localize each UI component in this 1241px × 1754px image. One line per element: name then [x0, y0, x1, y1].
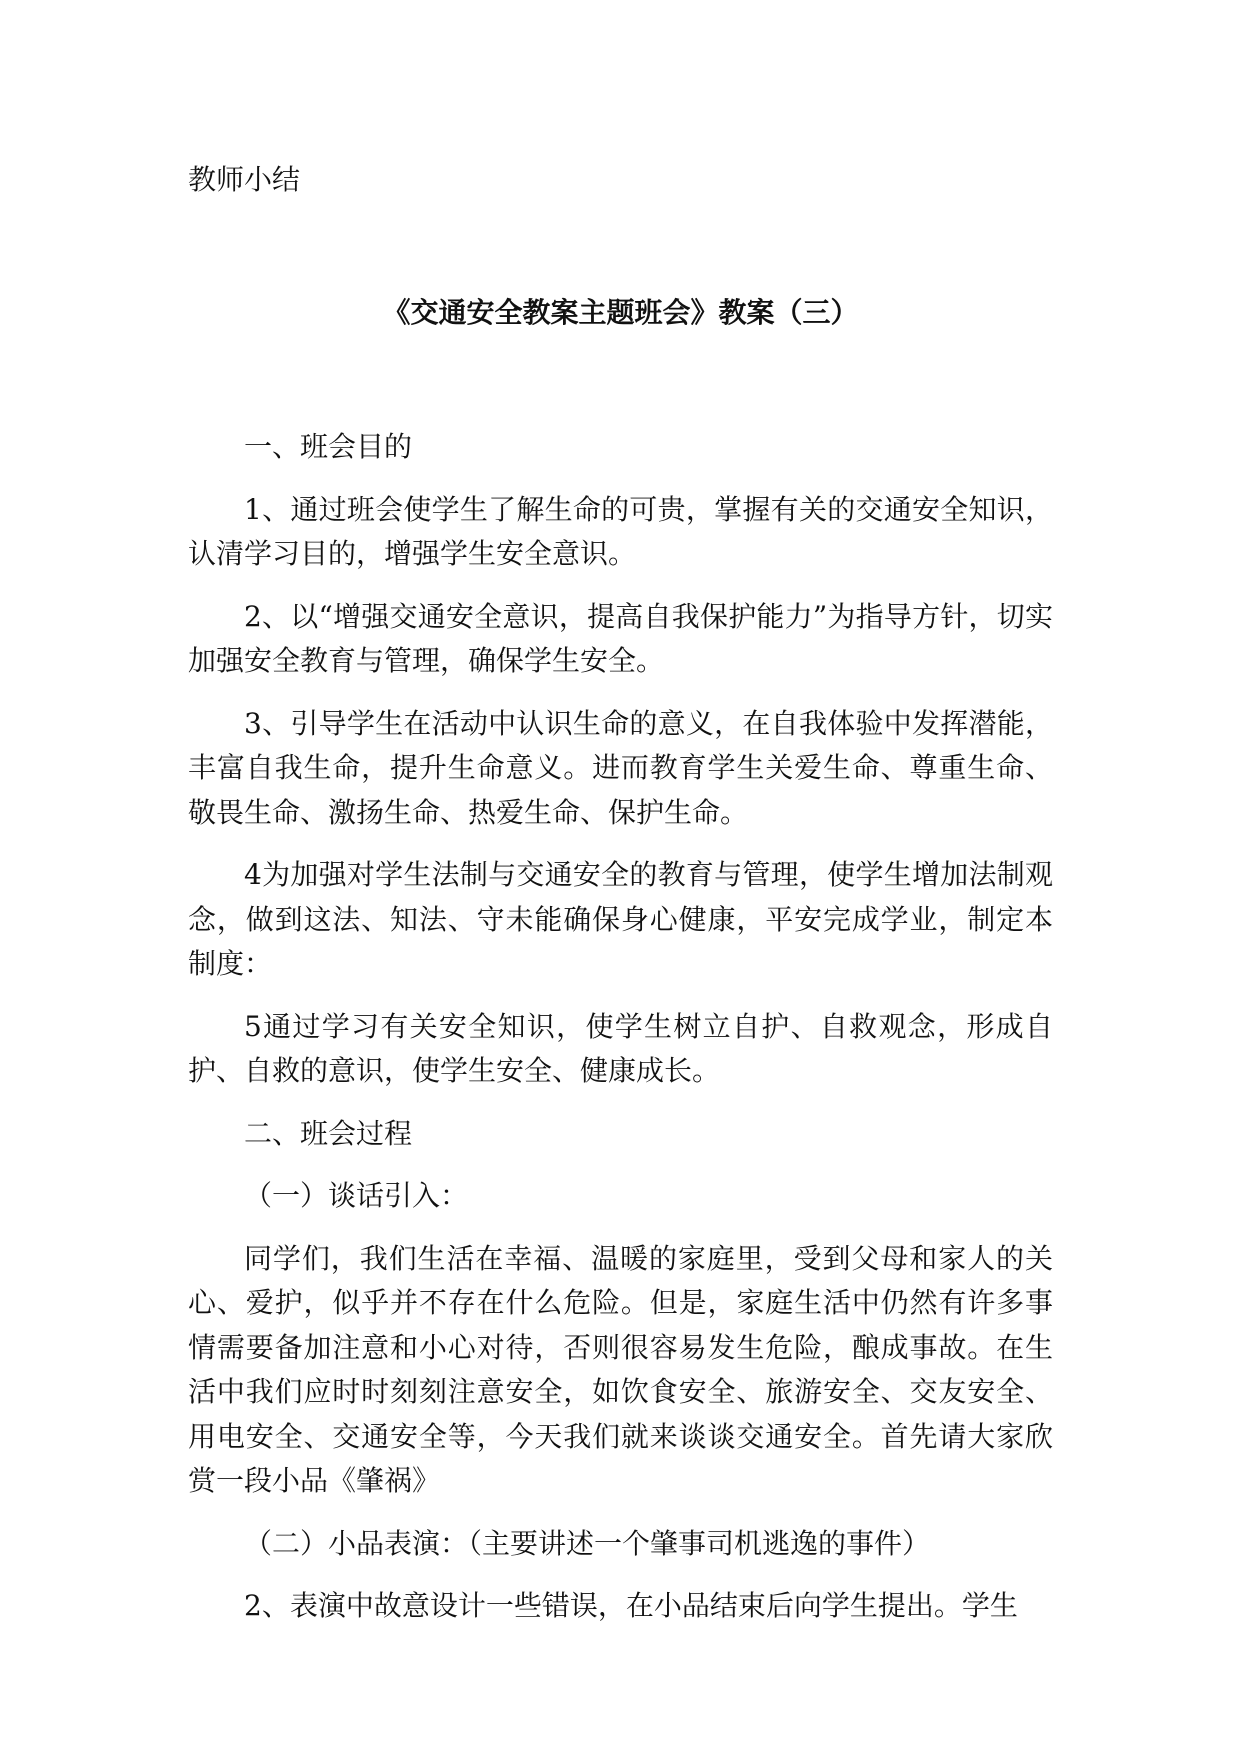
paragraph-purpose-2: 2、以“增强交通安全意识，提高自我保护能力”为指导方针，切实加强安全教育与管理，确保学生安全。	[188, 599, 1053, 677]
heading-purpose: 一、班会目的	[244, 430, 413, 463]
document-body	[188, 425, 1053, 1647]
document-title: 《交通安全教案主题班会》教案（三）	[382, 296, 859, 329]
section-note: 教师小结	[188, 163, 301, 196]
paragraph-skit-2: 2、表演中故意设计一些错误，在小品结束后向学生提出。学生	[244, 1589, 1018, 1622]
paragraph-purpose-4: 4为加强对学生法制与交通安全的教育与管理，使学生增加法制观念，做到这法、知法、守未能确保身心健康，平安完成学业，制定本制度：	[188, 858, 1053, 980]
subheading-intro: （一）谈话引入：	[244, 1179, 469, 1212]
heading-process: 二、班会过程	[244, 1116, 413, 1150]
subheading-skit: （二）小品表演：（主要讲述一个肇事司机逃逸的事件）	[244, 1526, 931, 1560]
paragraph-intro: 同学们，我们生活在幸福、温暖的家庭里，受到父母和家人的关心、爱护，似乎并不存在什么危险。但是，家庭生活中仍然有许多事情需要备加注意和小心对待，否则很容易发生危险，酿成事故。在生活中我们应时时刻刻注意安全，如饮食安全、旅游安全、交友安全、用电安全、交通安全等，今天我们就来谈谈交通安全。首先请大家欣赏一段小品《肇祸》	[188, 1241, 1053, 1497]
paragraph-purpose-3: 3、引导学生在活动中认识生命的意义，在自我体验中发挥潜能，丰富自我生命，提升生命意义。进而教育学生关爱生命、尊重生命、敬畏生命、激扬生命、热爱生命、保护生命。	[188, 706, 1053, 829]
paragraph-purpose-5: 5通过学习有关安全知识，使学生树立自护、自救观念，形成自护、自救的意识，使学生安全、健康成长。	[188, 1009, 1053, 1087]
paragraph-purpose-1: 1、通过班会使学生了解生命的可贵，掌握有关的交通安全知识，认清学习目的，增强学生安全意识。	[188, 492, 1053, 570]
